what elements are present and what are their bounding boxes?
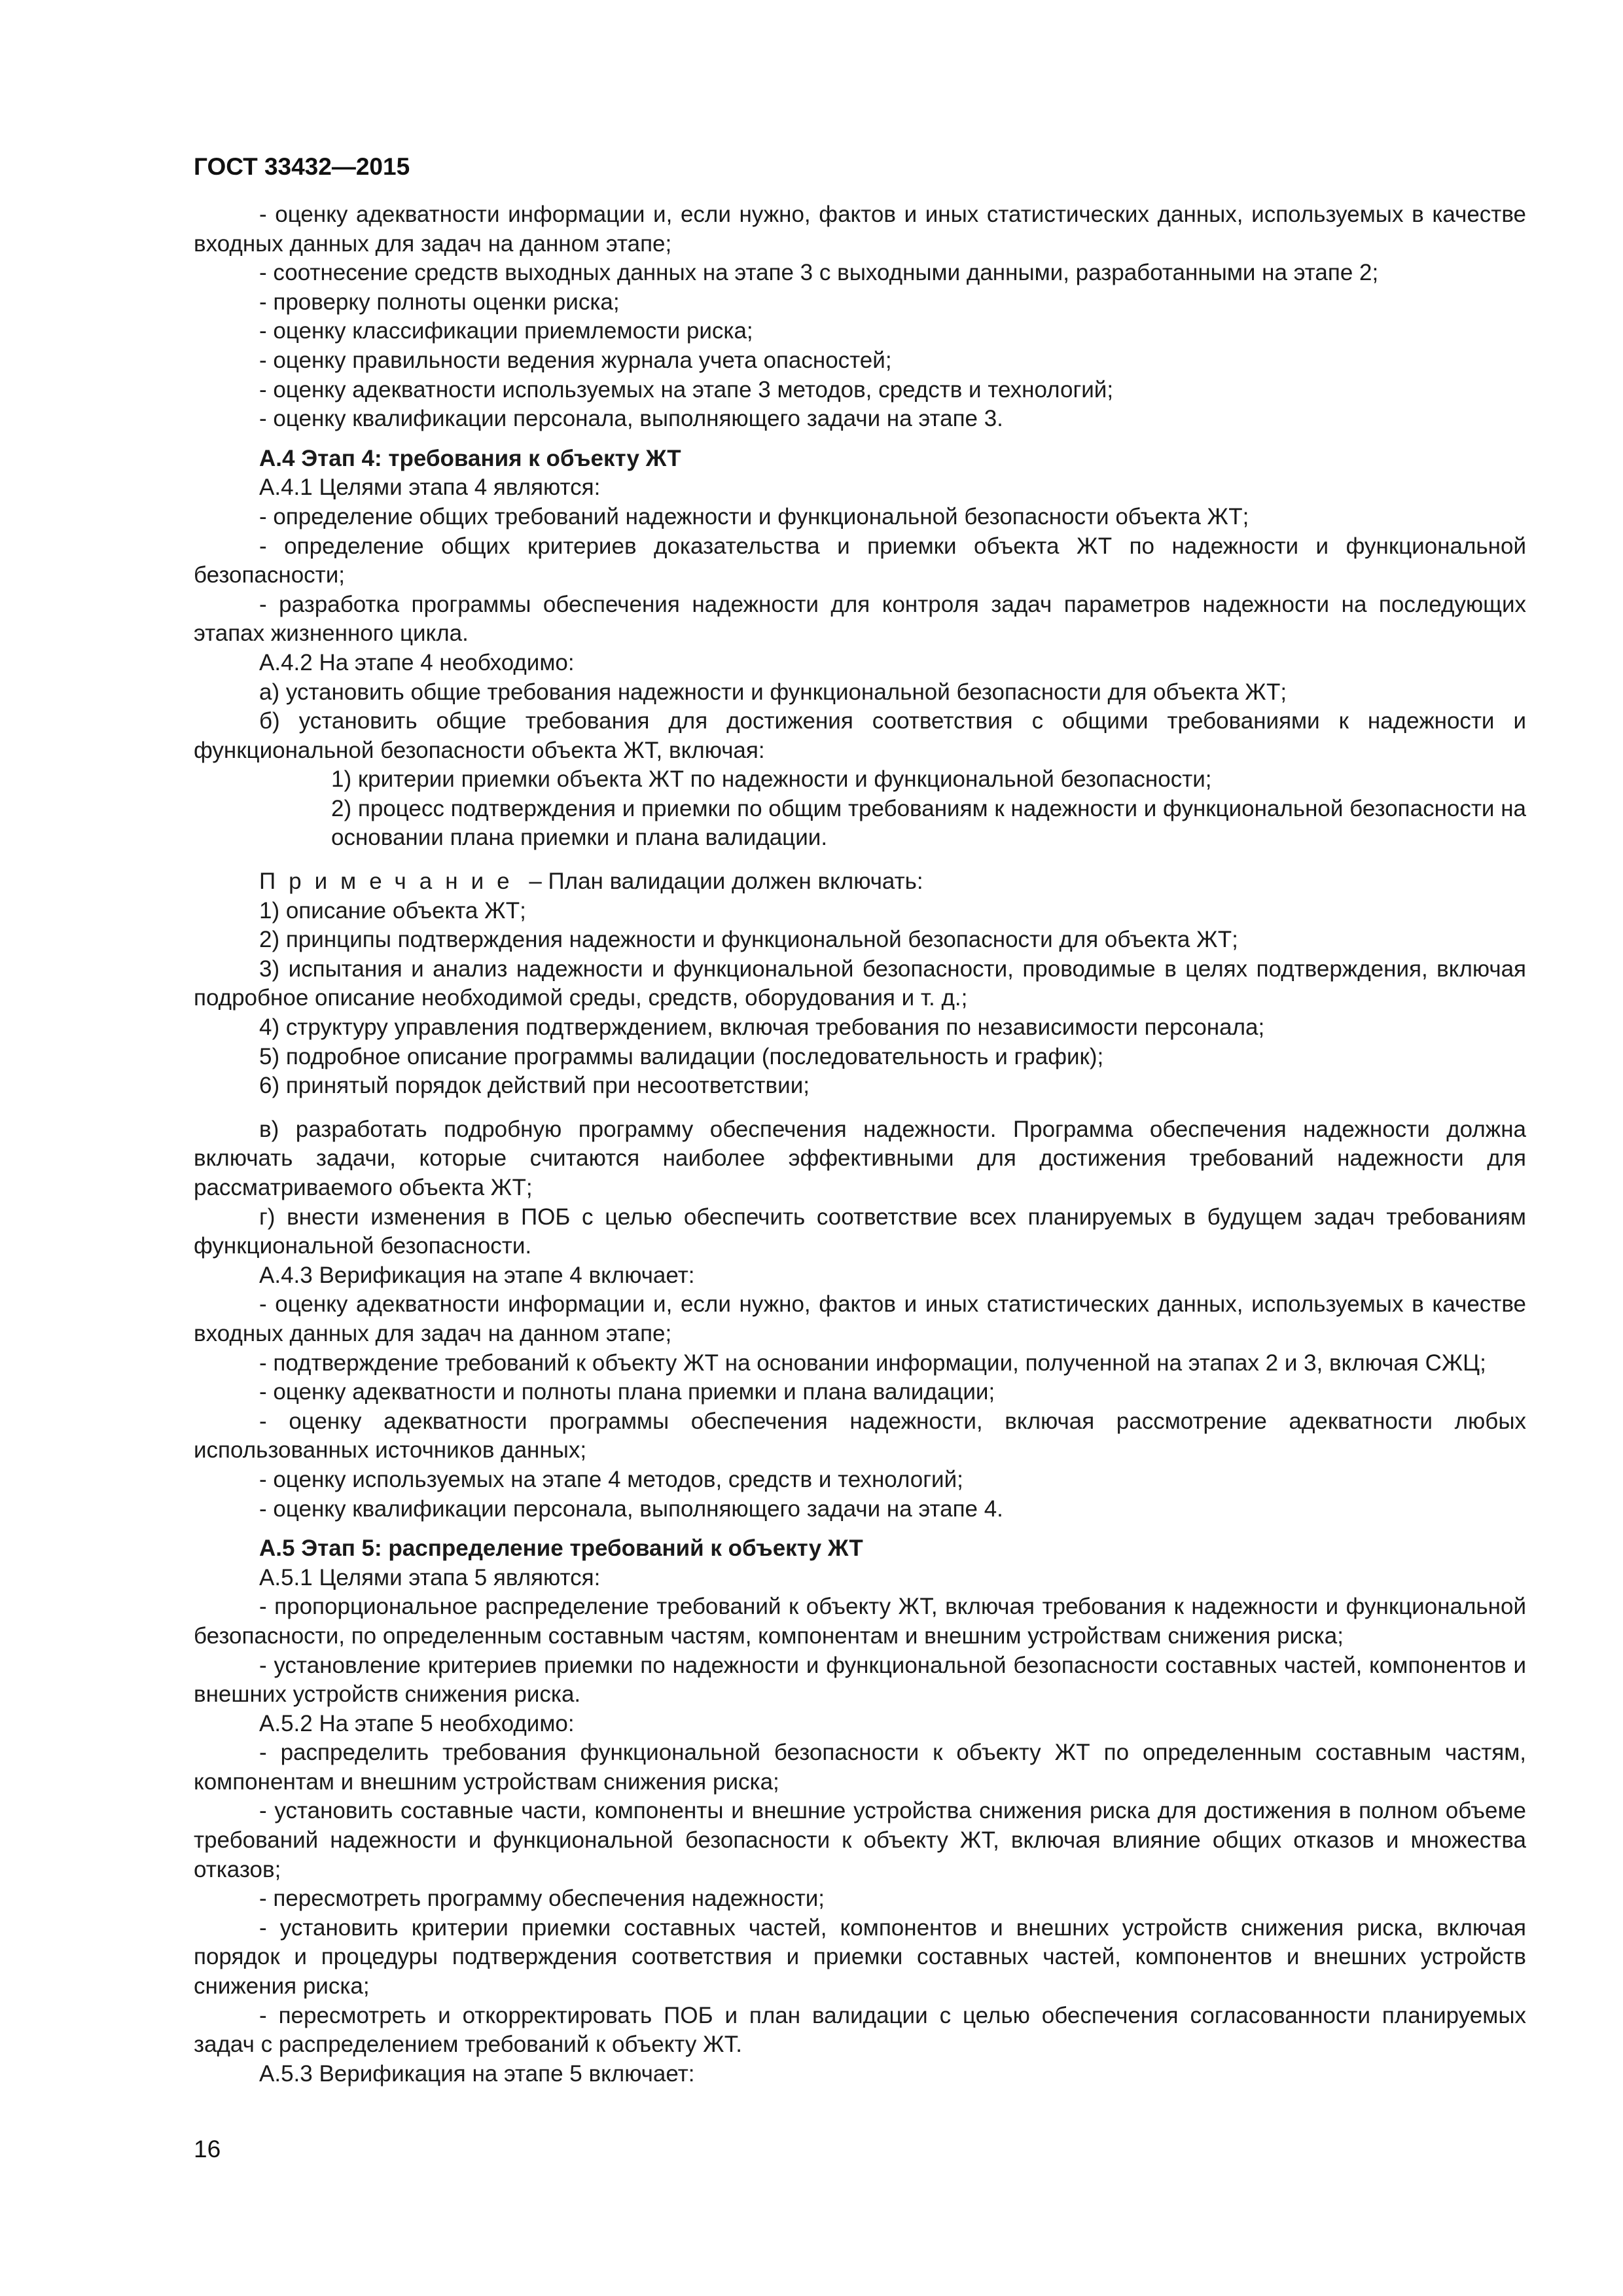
paragraph: - оценку адекватности используемых на этапе 3 методов, средств и технологий;: [259, 376, 1114, 403]
standard-header: ГОСТ 33432—2015: [194, 153, 410, 180]
paragraph: в) разработать подробную программу обеспечения надежности. Программа обеспечения надежности должна включать задачи, которые считаются наиболее эффективными для достижения требований надежности для рассматриваемого объекта ЖТ;: [194, 1116, 1526, 1200]
paragraph: 4) структуру управления подтверждением, включая требования по независимости персонала;: [259, 1014, 1265, 1041]
paragraph: 2) принципы подтверждения надежности и функциональной безопасности для объекта ЖТ;: [259, 927, 1238, 953]
paragraph: г) внести изменения в ПОБ с целью обеспечить соответствие всех планируемых в будущем задач требованиям функциональной безопасности.: [194, 1204, 1526, 1259]
paragraph: - установить составные части, компоненты и внешние устройства снижения риска для достижения в полном объеме требований надежности и функциональной безопасности к объекту ЖТ, включая влияние общих отказов и множества отказов;: [194, 1798, 1526, 1882]
paragraph: - оценку адекватности информации и, если нужно, фактов и иных статистических данных, используемых в качестве входных данных для задач на данном этапе;: [194, 1291, 1526, 1346]
paragraph: - установление критериев приемки по надежности и функциональной безопасности составных частей, компонентов и внешних устройств снижения риска.: [194, 1652, 1526, 1708]
sub-paragraph: 1) критерии приемки объекта ЖТ по надежности и функциональной безопасности;: [331, 766, 1212, 793]
sub-paragraph: 2) процесс подтверждения и приемки по общим требованиям к надежности и функциональной безопасности на основании плана приемки и плана валидации.: [331, 795, 1526, 851]
paragraph: - оценку используемых на этапе 4 методов, средств и технологий;: [259, 1466, 963, 1492]
paragraph: - пересмотреть программу обеспечения надежности;: [259, 1886, 825, 1912]
paragraph: - пропорциональное распределение требований к объекту ЖТ, включая требования к надежности и функциональной безопасности, по определенным составным частям, компонентам и внешним устройствам снижения риска;: [194, 1594, 1526, 1649]
paragraph: - пересмотреть и откорректировать ПОБ и план валидации с целью обеспечения согласованности планируемых задач с распределением требований к объекту ЖТ.: [194, 2002, 1526, 2058]
paragraph: - соотнесение средств выходных данных на этапе 3 с выходными данными, разработанными на этапе 2;: [259, 260, 1379, 286]
note-text: – План валидации должен включать:: [522, 869, 923, 895]
paragraph: - разработка программы обеспечения надежности для контроля задач параметров надежности на последующих этапах жизненного цикла.: [194, 591, 1526, 647]
paragraph: б) установить общие требования для достижения соответствия с общими требованиями к надежности и функциональной безопасности объекта ЖТ, включая:: [194, 708, 1526, 763]
paragraph: - подтверждение требований к объекту ЖТ на основании информации, полученной на этапах 2 и 3, включая СЖЦ;: [259, 1350, 1486, 1376]
paragraph: А.4.1 Целями этапа 4 являются:: [259, 475, 601, 501]
paragraph: - распределить требования функциональной безопасности к объекту ЖТ по определенным составным частям, компонентам и внешним устройствам снижения риска;: [194, 1740, 1526, 1795]
paragraph: - оценку адекватности и полноты плана приемки и плана валидации;: [259, 1379, 995, 1405]
paragraph: А.5.2 На этапе 5 необходимо:: [259, 1710, 575, 1736]
paragraph: - оценку адекватности информации и, если нужно, фактов и иных статистических данных, используемых в качестве входных данных для задач на данном этапе;: [194, 202, 1526, 257]
paragraph: - оценку правильности ведения журнала учета опасностей;: [259, 347, 892, 373]
paragraph: А.5.1 Целями этапа 5 являются:: [259, 1564, 601, 1590]
paragraph: 1) описание объекта ЖТ;: [259, 897, 526, 924]
paragraph: - оценку адекватности программы обеспечения надежности, включая рассмотрение адекватности любых использованных источников данных;: [194, 1408, 1526, 1463]
paragraph: - проверку полноты оценки риска;: [259, 289, 620, 315]
paragraph: А.4.3 Верификация на этапе 4 включает:: [259, 1262, 695, 1288]
section-heading-a5: А.5 Этап 5: распределение требований к объекту ЖТ: [259, 1535, 863, 1562]
paragraph: - установить критерии приемки составных частей, компонентов и внешних устройств снижения риска, включая порядок и процедуры подтверждения соответствия и приемки составных частей, компонентов и внешних устройств снижения риска;: [194, 1914, 1526, 2000]
paragraph: - оценку квалификации персонала, выполняющего задачи на этапе 4.: [259, 1496, 1003, 1522]
paragraph: 5) подробное описание программы валидации (последовательность и график);: [259, 1043, 1104, 1069]
page-number: 16: [194, 2136, 221, 2162]
note: [194, 867, 1526, 897]
paragraph: - оценку квалификации персонала, выполняющего задачи на этапе 3.: [259, 406, 1003, 432]
paragraph: а) установить общие требования надежности и функциональной безопасности для объекта ЖТ;: [259, 679, 1287, 705]
paragraph: 6) принятый порядок действий при несоответствии;: [259, 1073, 810, 1099]
paragraph: А.4.2 На этапе 4 необходимо:: [259, 649, 575, 675]
paragraph: - определение общих требований надежности и функциональной безопасности объекта ЖТ;: [259, 503, 1249, 529]
paragraph: - оценку классификации приемлемости риска;: [259, 318, 753, 344]
section-heading-a4: А.4 Этап 4: требования к объекту ЖТ: [259, 445, 681, 471]
note-label: Примечание: [259, 869, 523, 895]
paragraph: А.5.3 Верификация на этапе 5 включает:: [259, 2060, 695, 2087]
paragraph: 3) испытания и анализ надежности и функциональной безопасности, проводимые в целях подтверждения, включая подробное описание необходимой среды, средств, оборудования и т. д.;: [194, 956, 1526, 1011]
document-body: [194, 200, 1526, 2089]
paragraph: - определение общих критериев доказательства и приемки объекта ЖТ по надежности и функциональной безопасности;: [194, 533, 1526, 588]
